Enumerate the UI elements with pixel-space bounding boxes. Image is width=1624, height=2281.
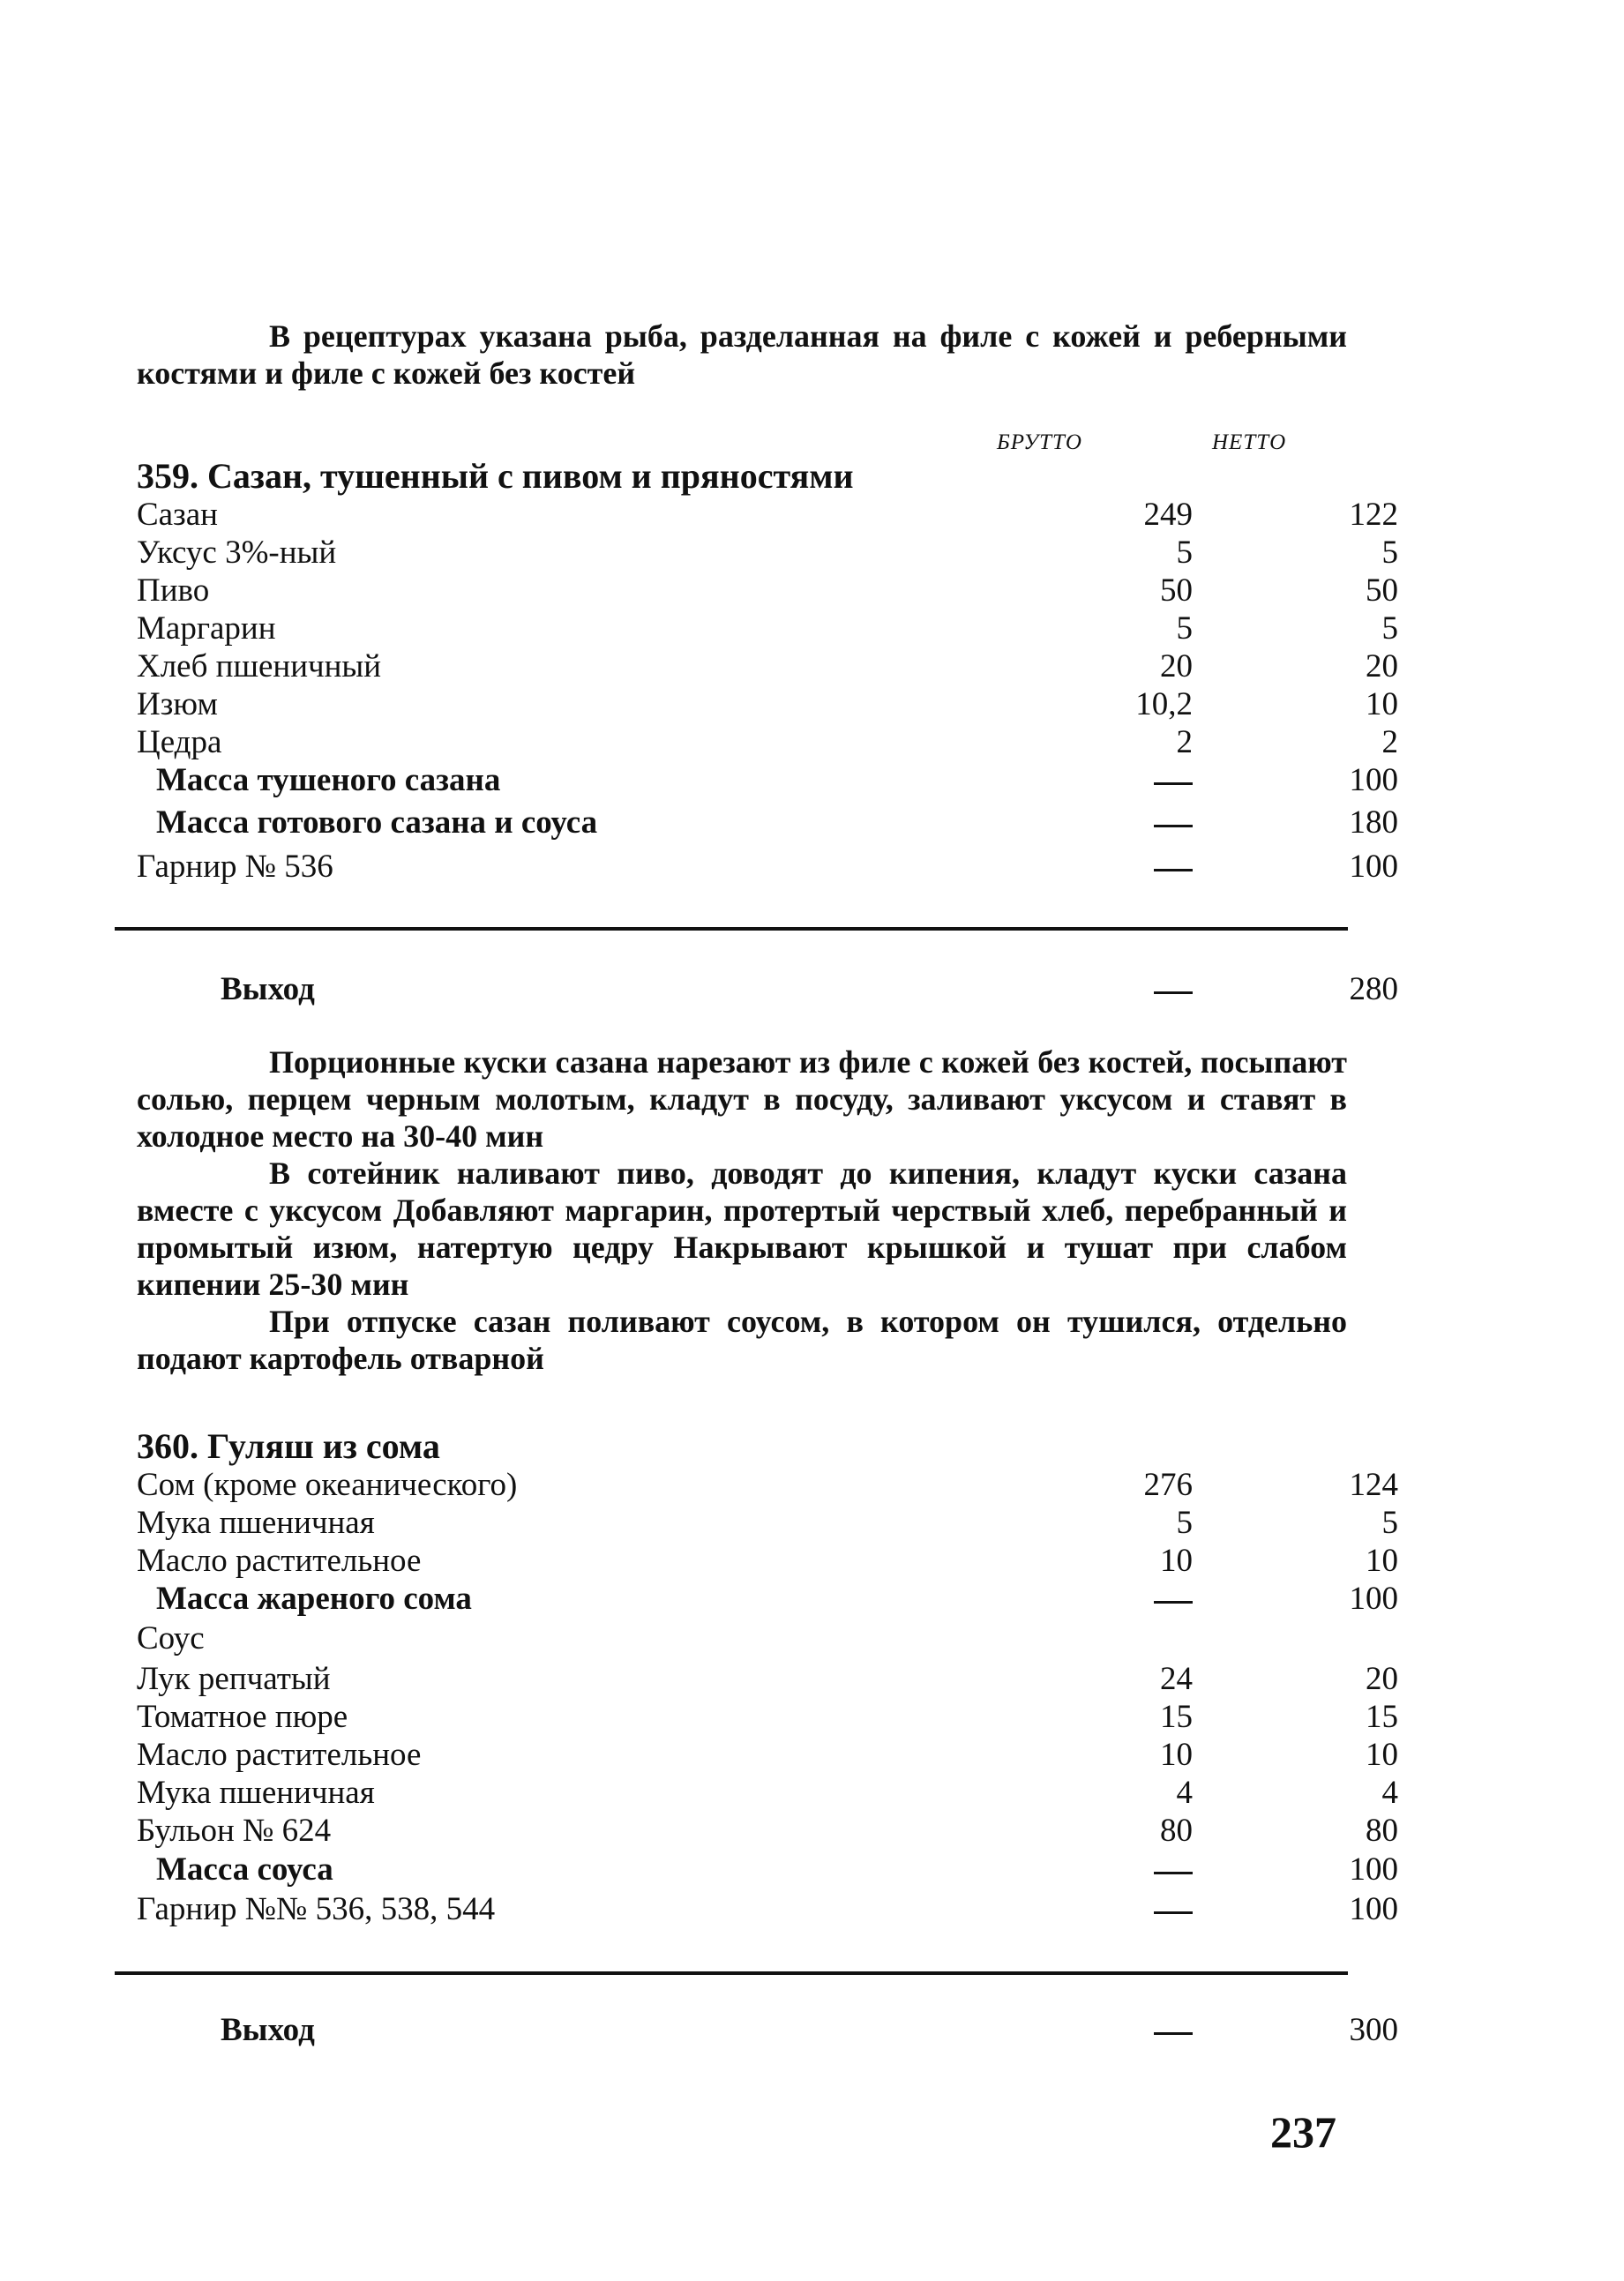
netto-value: 10	[1366, 1737, 1398, 1773]
ingredient-row	[137, 1812, 1398, 1850]
divider-rule	[115, 927, 1348, 931]
brutto-value	[1019, 804, 1193, 841]
ingredient-row	[137, 723, 1398, 761]
dash-mark	[1154, 991, 1193, 994]
dash-mark	[1154, 1601, 1193, 1604]
ingredient-row	[137, 1466, 1398, 1504]
ingredient-name: Цедра	[137, 724, 222, 760]
netto-value: 124	[1349, 1467, 1398, 1503]
ingredient-name: Томатное пюре	[137, 1699, 348, 1735]
ingredient-row	[137, 496, 1398, 534]
dash-mark	[1154, 2032, 1193, 2035]
netto-value: 100	[1349, 1581, 1398, 1617]
netto-value: 2	[1381, 724, 1398, 760]
intro-text: В рецептурах указана рыба, разделанная на филе с кожей и реберными костями и филе с кожей без костей	[137, 318, 1347, 391]
ingredient-name: Сазан	[137, 497, 218, 533]
ingredient-row	[137, 1698, 1398, 1736]
dash-mark	[1154, 1911, 1193, 1914]
recipe-359-yield	[221, 970, 1398, 1008]
ingredient-name: Масса соуса	[156, 1851, 333, 1888]
brutto-value	[1019, 1580, 1193, 1618]
brutto-value	[1019, 1851, 1193, 1888]
netto-value: 100	[1349, 849, 1398, 885]
divider-rule	[115, 1971, 1348, 1975]
ingredient-row	[137, 1774, 1398, 1812]
yield-label: Выход	[221, 2012, 315, 2048]
netto-value: 10	[1366, 1543, 1398, 1579]
ingredient-name: Изюм	[137, 686, 218, 722]
yield-netto: 300	[1349, 2012, 1398, 2048]
ingredient-row	[137, 761, 1398, 799]
brutto-value: 80	[1160, 1813, 1193, 1849]
ingredient-name: Масло растительное	[137, 1543, 422, 1579]
ingredient-name: Бульон № 624	[137, 1813, 332, 1849]
ingredient-row	[137, 804, 1398, 841]
description-paragraph: В сотейник наливают пиво, доводят до кипения, кладут куски сазана вместе с уксусом Добавляют маргарин, протертый черствый хлеб, перебранный и промытый изюм, натертую цедру Накрывают крышкой и тушат при слабом кипении 25-30 мин	[137, 1155, 1347, 1302]
ingredient-row	[137, 1542, 1398, 1580]
netto-value: 80	[1366, 1813, 1398, 1849]
brutto-value: 15	[1160, 1699, 1193, 1735]
ingredient-row	[137, 1660, 1398, 1698]
netto-value: 4	[1381, 1775, 1398, 1811]
brutto-value: 5	[1176, 610, 1193, 647]
ingredient-name: Гарнир № 536	[137, 849, 333, 885]
description-paragraph: Порционные куски сазана нарезают из филе с кожей без костей, посыпают солью, перцем черным молотым, кладут в посуду, заливают уксусом и ставят в холодное место на 30-40 мин	[137, 1044, 1347, 1154]
netto-value: 20	[1366, 648, 1398, 684]
ingredient-row	[137, 1890, 1398, 1928]
brutto-value: 5	[1176, 535, 1193, 571]
column-header-netto: НЕТТО	[1212, 430, 1287, 454]
brutto-value: 24	[1160, 1661, 1193, 1697]
ingredient-name: Мука пшеничная	[137, 1775, 375, 1811]
recipe-360-yield	[221, 2011, 1398, 2049]
intro-note	[137, 318, 1347, 392]
netto-value: 5	[1381, 1505, 1398, 1541]
description-paragraph: При отпуске сазан поливают соусом, в котором он тушился, отдельно подают картофель отварной	[137, 1304, 1347, 1376]
ingredient-row	[137, 1736, 1398, 1774]
yield-brutto	[1019, 970, 1193, 1008]
column-header-brutto: БРУТТО	[997, 430, 1082, 454]
recipe-359-description	[137, 1043, 1347, 1377]
dash-mark	[1154, 869, 1193, 871]
brutto-value: 276	[1143, 1467, 1193, 1503]
page-number: 237	[1270, 2107, 1336, 2157]
brutto-value: 20	[1160, 648, 1193, 684]
yield-brutto	[1019, 2011, 1193, 2049]
netto-value: 122	[1349, 497, 1398, 533]
brutto-value: 10	[1160, 1543, 1193, 1579]
ingredient-name: Маргарин	[137, 610, 276, 647]
brutto-value: 4	[1176, 1775, 1193, 1811]
dash-mark	[1154, 1872, 1193, 1874]
ingredient-name: Сом (кроме океанического)	[137, 1467, 518, 1503]
recipe-360-title: 360. Гуляш из сома	[137, 1426, 440, 1466]
netto-value: 50	[1366, 572, 1398, 609]
netto-value: 15	[1366, 1699, 1398, 1735]
netto-value: 5	[1381, 610, 1398, 647]
ingredient-name: Масса тушеного сазана	[156, 762, 501, 798]
brutto-value	[1019, 1890, 1193, 1928]
ingredient-row	[137, 647, 1398, 685]
netto-value: 5	[1381, 535, 1398, 571]
ingredient-name: Масло растительное	[137, 1737, 422, 1773]
ingredient-name: Хлеб пшеничный	[137, 648, 382, 684]
ingredient-row	[137, 1851, 1398, 1888]
dash-mark	[1154, 825, 1193, 827]
ingredient-row	[137, 1580, 1398, 1618]
brutto-value: 10	[1160, 1737, 1193, 1773]
netto-value: 10	[1366, 686, 1398, 722]
brutto-value: 5	[1176, 1505, 1193, 1541]
ingredient-name: Соус	[137, 1620, 205, 1657]
ingredient-row	[137, 572, 1398, 610]
brutto-value: 10,2	[1135, 686, 1193, 722]
ingredient-row	[137, 848, 1398, 886]
recipe-359-title: 359. Сазан, тушенный с пивом и пряностями	[137, 456, 854, 496]
ingredient-name: Гарнир №№ 536, 538, 544	[137, 1891, 496, 1927]
ingredient-name: Пиво	[137, 572, 210, 609]
yield-label: Выход	[221, 971, 315, 1007]
ingredient-name: Мука пшеничная	[137, 1505, 375, 1541]
brutto-value: 249	[1143, 497, 1193, 533]
ingredient-row	[137, 610, 1398, 647]
brutto-value: 50	[1160, 572, 1193, 609]
netto-value: 100	[1349, 762, 1398, 798]
brutto-value	[1019, 761, 1193, 799]
ingredient-name: Лук репчатый	[137, 1661, 331, 1697]
yield-netto: 280	[1349, 971, 1398, 1007]
brutto-value	[1019, 848, 1193, 886]
ingredient-row	[137, 534, 1398, 572]
brutto-value: 2	[1176, 724, 1193, 760]
ingredient-name: Масса готового сазана и соуса	[156, 804, 598, 841]
netto-value: 100	[1349, 1851, 1398, 1888]
dash-mark	[1154, 782, 1193, 785]
ingredient-row	[137, 1504, 1398, 1542]
netto-value: 180	[1349, 804, 1398, 841]
ingredient-name: Уксус 3%-ный	[137, 535, 337, 571]
ingredient-row	[137, 1619, 1283, 1657]
ingredient-row	[137, 685, 1398, 723]
netto-value: 100	[1349, 1891, 1398, 1927]
ingredient-name: Масса жареного сома	[156, 1581, 472, 1617]
netto-value: 20	[1366, 1661, 1398, 1697]
